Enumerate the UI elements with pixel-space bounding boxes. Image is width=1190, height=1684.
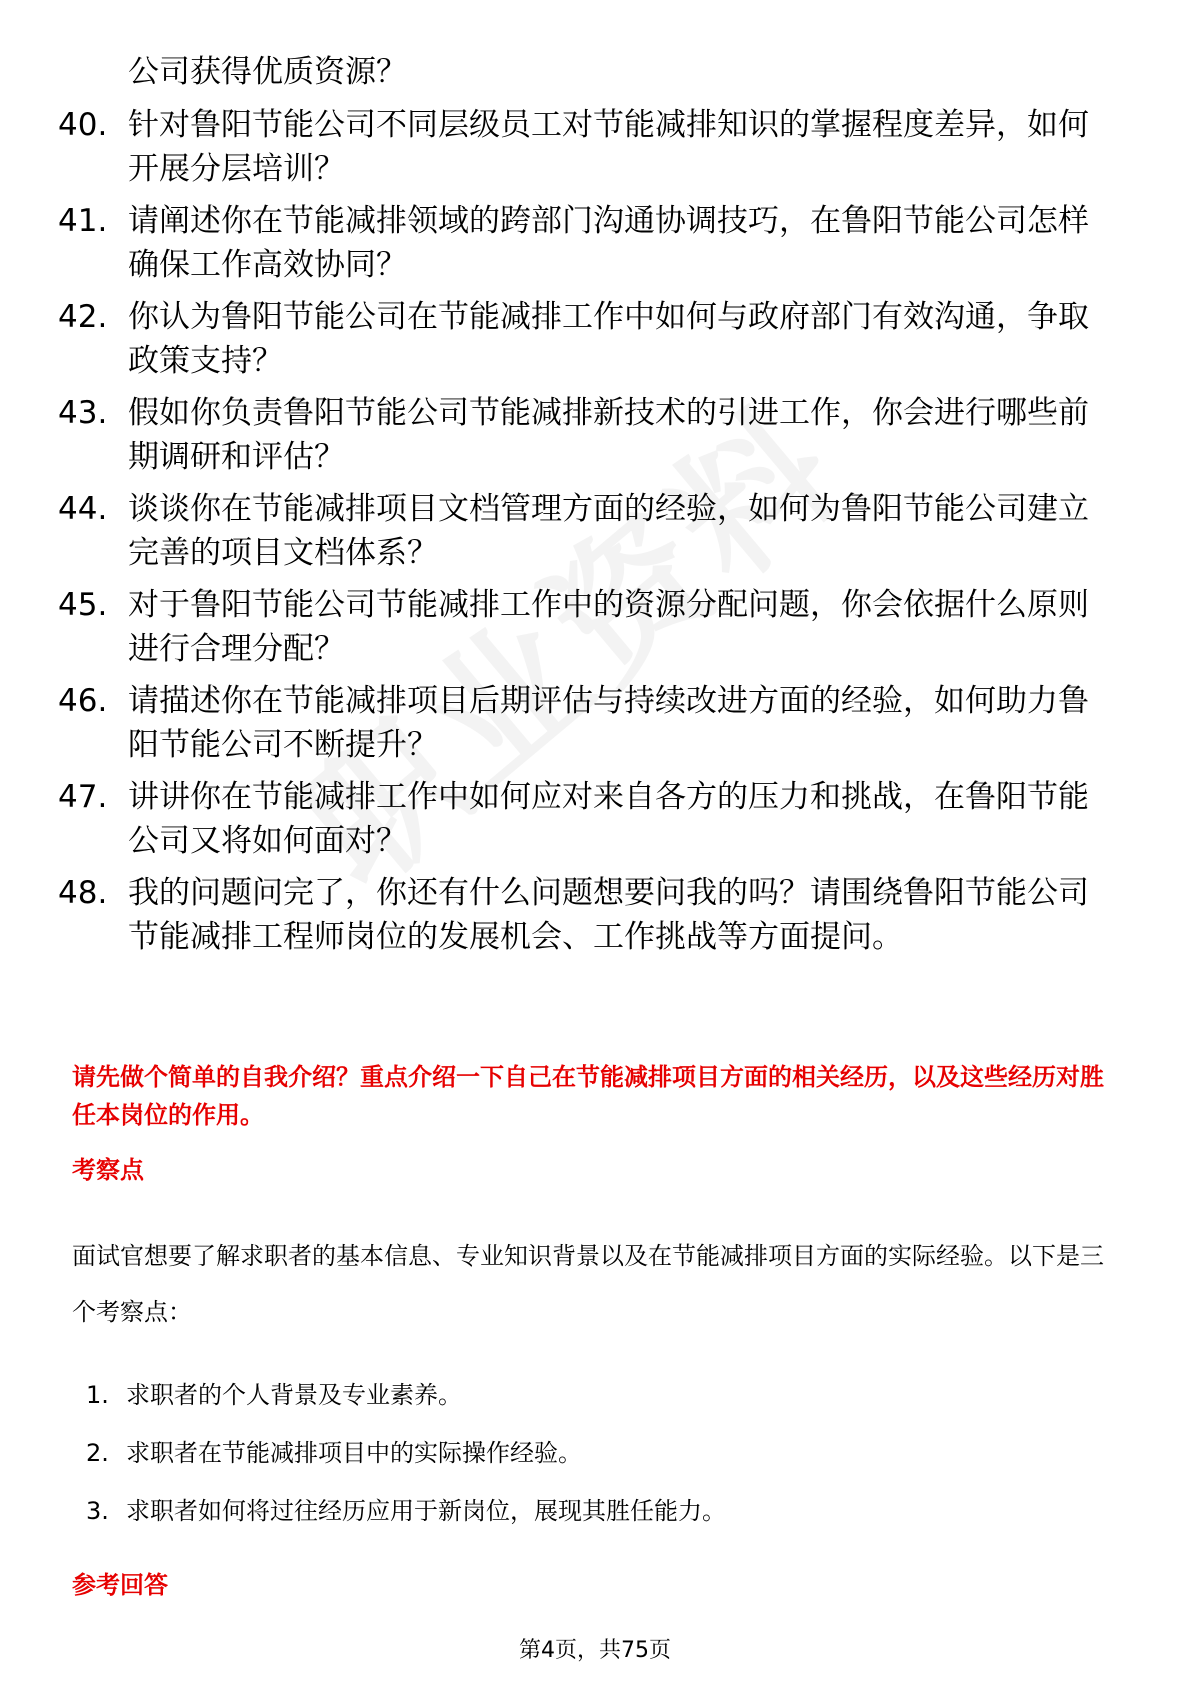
question-number: 44. [58, 491, 108, 527]
question-text: 讲讲你在节能减排工作中如何应对来自各方的压力和挑战，在鲁阳节能公司又将如何面对？ [128, 779, 1089, 859]
page-footer: 第4页，共75页 [519, 1638, 671, 1663]
point-text: 求职者如何将过往经历应用于新岗位，展现其胜任能力。 [126, 1497, 726, 1525]
question-text: 请描述你在节能减排项目后期评估与持续改进方面的经验，如何助力鲁阳节能公司不断提升？ [128, 683, 1089, 763]
question-number: 47. [58, 779, 108, 815]
assessment-heading: 考察点 [72, 1156, 144, 1184]
question-item [58, 871, 1118, 959]
question-text: 对于鲁阳节能公司节能减排工作中的资源分配问题，你会依据什么原则进行合理分配？ [128, 587, 1089, 667]
point-number: 2. [86, 1439, 109, 1467]
question-number: 41. [58, 203, 108, 239]
question-item [58, 583, 1118, 671]
assessment-point [86, 1494, 726, 1528]
question-number: 43. [58, 395, 108, 431]
question-item [58, 391, 1118, 479]
question-number: 48. [58, 875, 108, 911]
question-text: 针对鲁阳节能公司不同层级员工对节能减排知识的掌握程度差异，如何开展分层培训？ [128, 107, 1089, 187]
reference-answer-heading: 参考回答 [72, 1571, 168, 1599]
question-text: 假如你负责鲁阳节能公司节能减排新技术的引进工作，你会进行哪些前期调研和评估？ [128, 395, 1089, 475]
assessment-point [86, 1436, 582, 1470]
question-text: 请阐述你在节能减排领域的跨部门沟通协调技巧，在鲁阳节能公司怎样确保工作高效协同？ [128, 203, 1089, 283]
question-number: 46. [58, 683, 108, 719]
question-item [58, 295, 1118, 383]
question-number: 42. [58, 299, 108, 335]
question-item [58, 103, 1118, 191]
point-number: 1. [86, 1381, 109, 1409]
question-text: 谈谈你在节能减排项目文档管理方面的经验，如何为鲁阳节能公司建立完善的项目文档体系？ [128, 491, 1089, 571]
question-39-continued: 公司获得优质资源？ [128, 54, 407, 90]
question-number: 45. [58, 587, 108, 623]
point-text: 求职者的个人背景及专业素养。 [126, 1381, 462, 1409]
assessment-point [86, 1378, 462, 1412]
question-text: 你认为鲁阳节能公司在节能减排工作中如何与政府部门有效沟通，争取政策支持？ [128, 299, 1089, 379]
point-text: 求职者在节能减排项目中的实际操作经验。 [126, 1439, 582, 1467]
assessment-paragraph: 面试官想要了解求职者的基本信息、专业知识背景以及在节能减排项目方面的实际经验。以下是三个考察点： [72, 1242, 1104, 1326]
question-number: 40. [58, 107, 108, 143]
question-text: 我的问题问完了，你还有什么问题想要问我的吗？请围绕鲁阳节能公司节能减排工程师岗位的发展机会、工作挑战等方面提问。 [128, 875, 1089, 955]
question-item [58, 199, 1118, 287]
intro-question: 请先做个简单的自我介绍？重点介绍一下自己在节能减排项目方面的相关经历，以及这些经历对胜任本岗位的作用。 [72, 1063, 1104, 1129]
question-item [58, 679, 1118, 767]
question-item [58, 487, 1118, 575]
question-item [58, 775, 1118, 863]
point-number: 3. [86, 1497, 109, 1525]
